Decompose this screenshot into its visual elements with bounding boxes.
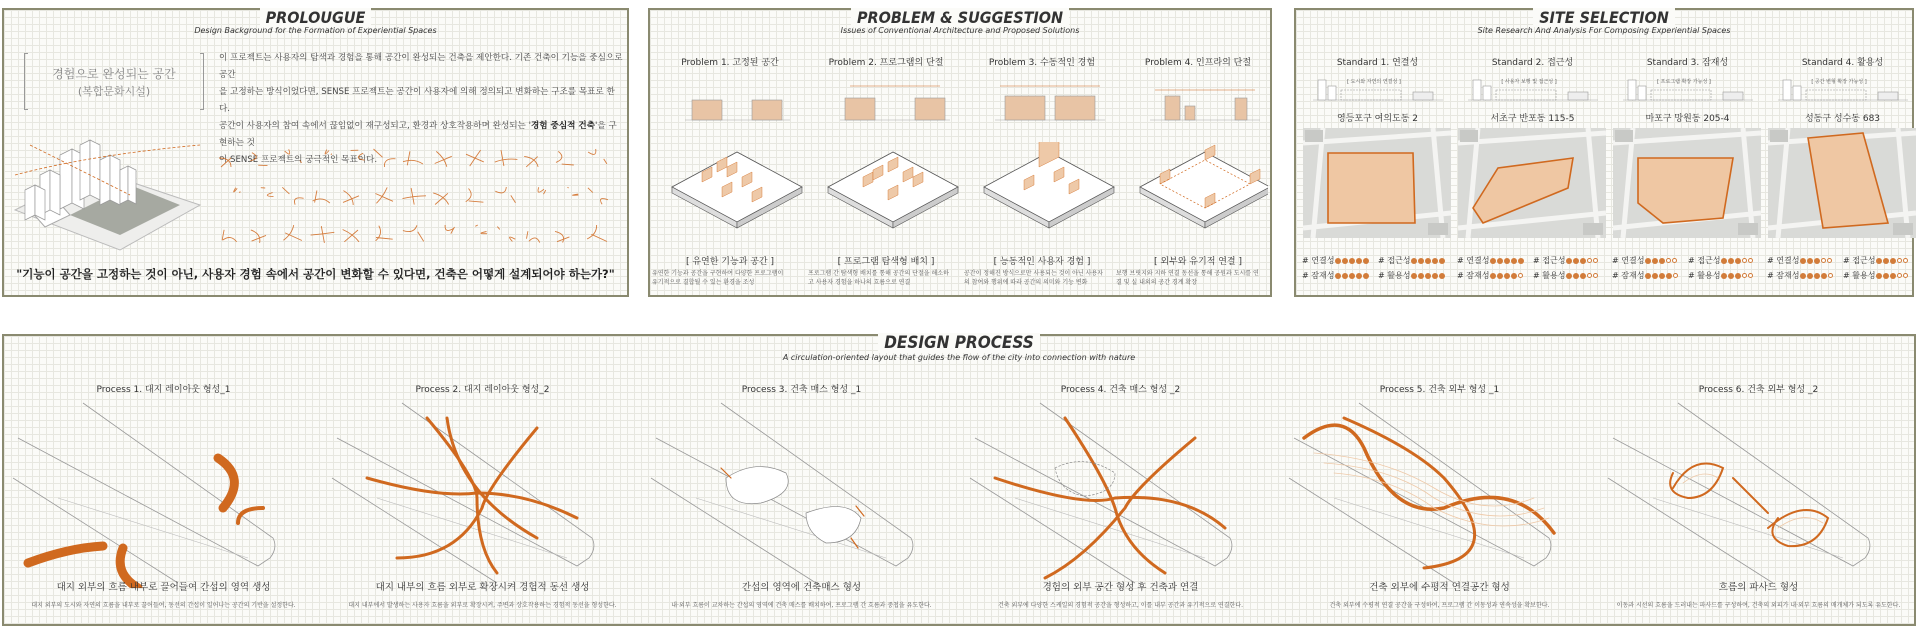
rating-dot-filled [1511, 273, 1517, 279]
flow-sketch-grid [216, 144, 626, 256]
flow-sketch [466, 150, 484, 166]
rating-label: # 접근성 [1533, 256, 1566, 265]
standard-label-3: Standard 3. 잠재성 [1646, 58, 1729, 68]
rating-label: # 접근성 [1378, 256, 1411, 265]
rating-label: # 연결성 [1457, 256, 1490, 265]
prologue-title: PROLOUGUE [4, 8, 627, 27]
flow-sketch [343, 230, 359, 242]
rating-dot-filled [1883, 258, 1889, 264]
rating-dot-filled [1814, 258, 1820, 264]
flow-sketch [374, 149, 396, 167]
flow-sketch [527, 231, 540, 242]
flow-sketch [403, 188, 427, 205]
rating-dot-filled [1363, 258, 1369, 264]
rating-dot-empty [1742, 258, 1747, 263]
rating-dot-empty [1897, 258, 1902, 263]
rating-dot-filled [1363, 273, 1369, 279]
process-label-1: Process 1. 대지 레이아웃 형성_1 [96, 385, 231, 395]
rating-dot-filled [1652, 258, 1658, 264]
process-desc-6: 이동과 시선의 흐름을 드러내는 파사드를 구성하여, 건축의 외피가 내·외부 흐름의 매개체가 되도록 유도한다. [1616, 602, 1901, 609]
site-location-2: 서초구 반포동 115-5 [1490, 114, 1575, 124]
rating-label: # 연결성 [1767, 256, 1800, 265]
rating-dot-empty [1828, 273, 1833, 278]
rating-dot-filled [1411, 258, 1417, 264]
problem-panel [648, 8, 1272, 297]
problem-subtitle: Issues of Conventional Architecture and Proposed Solutions [840, 26, 1080, 35]
flow-sketch [251, 230, 266, 243]
mass-form [1055, 462, 1115, 496]
flow-sketch [588, 188, 608, 204]
process-label-6: Process 6. 건축 외부 형성 _2 [1698, 385, 1819, 395]
site-rating [1612, 255, 1677, 266]
rating-label: # 잠재성 [1302, 271, 1335, 280]
rating-dot-empty [1587, 258, 1592, 263]
flow-sketch [497, 227, 515, 242]
flow-sketch [250, 153, 267, 166]
site-rating [1767, 270, 1833, 281]
city-model-illustration [10, 115, 205, 255]
mass-form [806, 507, 861, 543]
process-desc-5: 건축 외부에 수평적 연결 공간을 구성하여, 프로그램 간 이동성과 연속성을 확보한다. [1329, 602, 1550, 609]
rating-dot-filled [1418, 273, 1424, 279]
rating-label: # 잠재성 [1457, 271, 1490, 280]
site-rating [1457, 255, 1524, 266]
iso-diagram-4 [1140, 145, 1268, 228]
rating-dot-filled [1580, 273, 1586, 279]
rating-dot-empty [1821, 258, 1826, 263]
site-rating [1688, 255, 1753, 266]
site-map-3 [1613, 128, 1761, 238]
site-rating [1457, 270, 1523, 281]
process-diagram-2 [327, 398, 637, 588]
rating-dot-empty [1903, 258, 1908, 263]
rating-dot-empty [1748, 258, 1753, 263]
process-diagram-1 [8, 398, 318, 588]
suggestion-desc-2: 프로그램 간 탐색형 배치를 통해 공간의 단절을 해소하 고 사용자 경험을 하나의 흐름으로 연결 [808, 270, 949, 286]
rating-dot-filled [1335, 273, 1341, 279]
flow-sketch [282, 187, 303, 204]
iso-diagram-2 [828, 152, 958, 228]
site-rating [1612, 270, 1678, 281]
design-subtitle: A circulation-oriented layout that guides the flow of the city into connection with nature [782, 353, 1136, 362]
rating-dot-filled [1735, 258, 1741, 264]
rating-dot-empty [1587, 273, 1592, 278]
flow-path [447, 418, 537, 538]
flow-sketch [524, 156, 538, 167]
problem-label-4: Problem 4. 인프라의 단절 [1144, 58, 1252, 68]
site-rating [1767, 255, 1832, 266]
site-rating [1302, 270, 1369, 281]
standard-tag: [ 공간 변형 확장 가능성 ] [1811, 79, 1867, 85]
rating-dot-filled [1432, 258, 1438, 264]
flow-ribbon [1334, 473, 1549, 526]
rating-dot-filled [1518, 258, 1524, 264]
site-rating [1843, 270, 1908, 281]
flow-sketch [568, 187, 579, 195]
site-map-2 [1458, 128, 1606, 238]
rating-dot-filled [1504, 273, 1510, 279]
rating-dot-filled [1800, 273, 1806, 279]
flow-sketch [283, 225, 302, 240]
rating-dot-empty [1593, 258, 1598, 263]
rating-dot-filled [1807, 258, 1813, 264]
site-map-1 [1303, 128, 1451, 238]
rating-dot-filled [1356, 273, 1362, 279]
prologue-quote: "기능이 공간을 고정하는 것이 아닌, 사용자 경험 속에서 공간이 변화할 수 있다면, 건축은 어떻게 설계되어야 하는가?" [16, 267, 615, 281]
flow-sketch [433, 193, 448, 205]
rating-dot-filled [1356, 258, 1362, 264]
process-caption-1: 대지 외부의 흐름 내부로 끌어들여 간섭의 영역 생성 [56, 582, 271, 593]
flow-sketch [435, 151, 452, 166]
site-map-4 [1768, 128, 1916, 238]
flow-sketch [466, 189, 484, 203]
flow-sketch [445, 225, 454, 234]
rating-dot-filled [1349, 258, 1355, 264]
process-desc-2: 대지 내부에서 발생하는 사용자 흐름을 외부로 확장시켜, 주변과 상호작용하는 경험적 동선을 형성한다. [348, 602, 617, 609]
flow-sketch [261, 188, 274, 197]
rating-dot-filled [1497, 258, 1503, 264]
process-caption-6: 흐름의 파사드 형성 [1718, 582, 1799, 593]
suggestion-desc-4: 보행 브릿지와 지하 연결 동선을 통해 공원과 도시를 연 결 및 실 내외의 공간 경계 확장 [1116, 270, 1259, 286]
prologue-panel [2, 8, 629, 297]
site-location-1: 영등포구 여의도동 2 [1336, 114, 1418, 124]
rating-label: # 잠재성 [1612, 271, 1645, 280]
flow-sketch [234, 188, 241, 193]
flow-path [1065, 418, 1165, 573]
process-label-3: Process 3. 건축 매스 형성 _1 [741, 385, 862, 395]
suggestion-label-3: [ 능동적인 사용자 경험 ] [993, 257, 1091, 267]
rating-label: # 활용성 [1688, 271, 1721, 280]
prologue-subtitle: Design Background for the Formation of Experiential Spaces [194, 26, 437, 35]
iso-diagram-1 [672, 152, 802, 228]
process-caption-2: 대지 내부의 흐름 외부로 확장시켜 경험적 동선 생성 [375, 582, 590, 593]
rating-dot-filled [1335, 258, 1341, 264]
process-label-5: Process 5. 건축 외부 형성 _1 [1379, 385, 1500, 395]
flow-path [995, 478, 1225, 528]
flow-sketch [495, 150, 518, 166]
rating-dot-filled [1566, 273, 1572, 279]
process-diagram-6 [1603, 398, 1913, 588]
rating-dot-filled [1659, 273, 1665, 279]
suggestion-iso-diagrams [660, 142, 1268, 237]
process-diagram-5 [1284, 398, 1594, 588]
rating-label: # 접근성 [1688, 256, 1721, 265]
rating-dot-filled [1490, 273, 1496, 279]
flow-sketch [375, 187, 393, 203]
rating-dot-filled [1580, 258, 1586, 264]
rating-dot-filled [1659, 258, 1665, 264]
flow-sketch [343, 191, 359, 205]
rating-dot-filled [1439, 273, 1445, 279]
suggestion-desc-1: 유연한 기능과 공간을 구현하여 다양한 프로그램이 유기적으로 결합될 수 있는 환경을 조성 [652, 270, 784, 286]
rating-dot-filled [1497, 273, 1503, 279]
flow-sketch [403, 151, 423, 165]
flow-sketch [403, 225, 424, 241]
site-rating [1688, 270, 1753, 281]
problem-title: PROBLEM & SUGGESTION [650, 8, 1270, 27]
flow-wedge [28, 546, 103, 563]
rating-dot-filled [1573, 258, 1579, 264]
site-elevation-diagram [1768, 72, 1918, 102]
rating-label: # 연결성 [1612, 256, 1645, 265]
concept-sublabel: (복합문화시설) [77, 85, 151, 98]
rating-dot-empty [1903, 273, 1908, 278]
suggestion-label-1: [ 유연한 기능과 공간 ] [685, 257, 775, 267]
site-elevation-diagram [1458, 72, 1608, 102]
rating-dot-filled [1645, 273, 1651, 279]
standard-tag: [ 사용자 보행 및 접근성 ] [1501, 79, 1557, 85]
problem-label-2: Problem 2. 프로그램의 단절 [828, 58, 944, 68]
rating-dot-filled [1666, 273, 1672, 279]
rating-dot-empty [1827, 258, 1832, 263]
process-label-4: Process 4. 건축 매스 형성 _2 [1060, 385, 1181, 395]
rating-dot-filled [1652, 273, 1658, 279]
rating-dot-filled [1349, 273, 1355, 279]
process-desc-1: 대지 외부의 도시와 자연의 흐름을 내부로 끌어들여, 동선의 간섭이 일어나는 공간의 기반을 설정한다. [31, 602, 296, 609]
rating-dot-filled [1728, 258, 1734, 264]
process-caption-3: 간섭의 영역에 건축매스 형성 [741, 582, 862, 593]
site-location-3: 마포구 망원동 205-4 [1645, 114, 1730, 124]
flow-sketch [313, 191, 330, 204]
site-title: SITE SELECTION [1296, 8, 1912, 27]
flow-sketch [285, 149, 302, 163]
process-desc-3: 내·외부 흐름이 교차하는 간섭의 영역에 건축 매스를 배치하여, 프로그램 간 흐름과 중첩을 유도한다. [671, 602, 932, 609]
flow-sketch [475, 225, 487, 234]
site-rating [1533, 255, 1598, 266]
facade-line [1778, 518, 1823, 528]
suggestion-label-2: [ 프로그램 탐색형 배치 ] [837, 257, 935, 267]
rating-label: # 접근성 [1843, 256, 1876, 265]
rating-dot-filled [1807, 273, 1813, 279]
flow-sketch [311, 226, 335, 243]
rating-label: # 활용성 [1843, 271, 1876, 280]
design-panel [2, 334, 1916, 626]
rating-dot-filled [1814, 273, 1820, 279]
rating-dot-filled [1890, 273, 1896, 279]
process-desc-4: 건축 외부에 다양한 스케일의 경험적 공간을 형성하고, 이를 내부 공간과 유기적으로 연결한다. [997, 602, 1244, 609]
rating-dot-filled [1342, 273, 1348, 279]
site-boundary [1328, 153, 1415, 223]
process-diagram-4 [965, 398, 1275, 588]
rating-dot-empty [1593, 273, 1598, 278]
rating-dot-filled [1418, 258, 1424, 264]
rating-label: # 활용성 [1378, 271, 1411, 280]
suggestion-desc-3: 공간이 정해진 방식으로만 사용되는 것이 아닌 사용자 의 참여와 행위에 따라 공간의 의미와 기능 변화 [964, 270, 1103, 286]
rating-dot-filled [1425, 273, 1431, 279]
rating-dot-filled [1411, 273, 1417, 279]
flow-sketch [351, 150, 365, 160]
rating-dot-filled [1721, 273, 1727, 279]
suggestion-label-4: [ 외부와 유기적 연결 ] [1153, 257, 1243, 267]
rating-dot-filled [1439, 258, 1445, 264]
standard-label-2: Standard 2. 접근성 [1491, 58, 1574, 68]
rating-dot-filled [1876, 258, 1882, 264]
iso-diagram-3 [984, 142, 1114, 228]
rating-dot-empty [1518, 273, 1523, 278]
site-panel [1294, 8, 1914, 297]
rating-label: # 활용성 [1533, 271, 1566, 280]
site-rating [1533, 270, 1598, 281]
flow-sketch [222, 230, 236, 242]
process-label-2: Process 2. 대지 레이아웃 형성_2 [415, 385, 550, 395]
flow-path [1733, 478, 1768, 513]
rating-dot-filled [1342, 258, 1348, 264]
flow-sketch [555, 231, 569, 242]
rating-label: # 잠재성 [1767, 271, 1800, 280]
rating-dot-filled [1490, 258, 1496, 264]
rating-dot-filled [1821, 273, 1827, 279]
flow-sketch [325, 150, 332, 155]
rating-dot-empty [1666, 258, 1671, 263]
site-elevation-diagram [1613, 72, 1763, 102]
process-caption-4: 경험의 외부 공간 형성 후 건축과 연결 [1042, 582, 1199, 593]
rating-dot-filled [1876, 273, 1882, 279]
rating-dot-empty [1673, 273, 1678, 278]
rating-dot-filled [1432, 273, 1438, 279]
rating-dot-filled [1728, 273, 1734, 279]
rating-dot-filled [1800, 258, 1806, 264]
concept-label: 경험으로 완성되는 공간 [52, 67, 176, 81]
rating-dot-filled [1883, 273, 1889, 279]
site-rating [1302, 255, 1369, 266]
rating-dot-filled [1511, 258, 1517, 264]
process-diagram-3 [646, 398, 956, 588]
rating-dot-filled [1890, 258, 1896, 264]
process-caption-5: 건축 외부에 수평적 연결공간 형성 [1369, 582, 1510, 593]
emphasis-text: 경험 중심적 건축 [530, 121, 596, 131]
problem-label-1: Problem 1. 고정된 공간 [681, 58, 779, 68]
flow-path [1045, 438, 1195, 578]
flow-sketch [538, 187, 546, 194]
prologue-paragraph: 이 프로젝트는 사용자의 탐색과 경험을 통해 공간이 완성되는 건축을 제안한다. 기존 건축이 기능을 중심으로 공간 을 고정하는 방식이었다면, SENSE 프로젝트는 공간이 사용자에 의해 정의되고 변화하는 구조를 목표로 한다. 공간이 사용자의 참여 속에서 끊임없이 재구성되고, 환경과 상호작용하며 완성되는 '경험 중심적 건축'을 구현하는 것 이 SENSE 프로젝트의 궁극적인 목표이다. [219, 53, 623, 165]
rating-dot-filled [1735, 273, 1741, 279]
rating-dot-empty [1897, 273, 1902, 278]
rating-dot-filled [1566, 258, 1572, 264]
flow-sketch [556, 151, 574, 165]
concept-box [24, 53, 204, 108]
rating-dot-empty [1742, 273, 1747, 278]
flow-sketch [588, 149, 607, 164]
rating-dot-filled [1573, 273, 1579, 279]
site-boundary [1638, 158, 1733, 223]
standard-label-4: Standard 4. 활용성 [1801, 58, 1884, 68]
site-elevation-diagram [1303, 72, 1453, 102]
standard-tag: [ 도시와 자연의 연결성 ] [1347, 79, 1401, 85]
standard-label-1: Standard 1. 연결성 [1336, 58, 1419, 68]
standard-tag: [ 프로그램 확장 가능성 ] [1657, 79, 1711, 85]
rating-dot-filled [1504, 258, 1510, 264]
flow-sketch [219, 158, 231, 167]
facade-loop [1768, 510, 1828, 546]
flow-sketch [495, 187, 515, 203]
rating-dot-filled [1721, 258, 1727, 264]
flow-sketch [587, 225, 607, 242]
site-rating [1843, 255, 1908, 266]
mass-form [726, 467, 788, 504]
problem-section-diagrams [660, 78, 1268, 123]
site-rating [1378, 255, 1445, 266]
rating-dot-empty [1748, 273, 1753, 278]
flow-sketch [376, 226, 393, 241]
design-title: DESIGN PROCESS [4, 333, 1914, 353]
rating-dot-filled [1645, 258, 1651, 264]
site-location-4: 성동구 성수동 683 [1804, 114, 1881, 124]
rating-dot-filled [1425, 258, 1431, 264]
rating-dot-empty [1672, 258, 1677, 263]
rating-label: # 연결성 [1302, 256, 1335, 265]
site-subtitle: Site Research And Analysis For Composing Experiential Spaces [1477, 26, 1731, 35]
site-rating [1378, 270, 1445, 281]
problem-label-3: Problem 3. 수동적인 경험 [988, 58, 1096, 68]
flow-path [1304, 425, 1554, 533]
flow-arrow [238, 508, 263, 523]
